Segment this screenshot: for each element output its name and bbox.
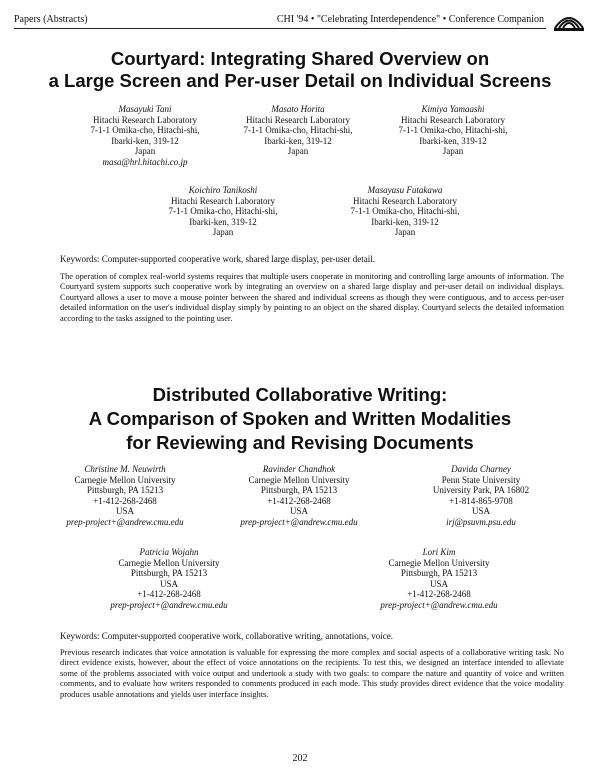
author-block: Lori Kim Carnegie Mellon University Pittsburgh, PA 15213 USA +1-412-268-2468 prep-project+@andrew.cmu.edu (380, 547, 498, 610)
paper2-title: Distributed Collaborative Writing: A Comparison of Spoken and Written Modalities for Reviewing and Revising Documents (88, 384, 512, 453)
paper2-abstract: Previous research indicates that voice annotation is valuable for expressing the more complex and social aspects of a collaborative writing task. No direct evidence exists, however, about the effect of voice annotations on the recipients. To test this, we designed an interface intended to alleviate some of the problems associated with voice output and undertook a study with two goals: to compare the nature and quantity of voice and written comments, and to evaluate how writers responded to comments produced in each mode. This study provides direct evidence that the voice modality produces usable annotations and yields user interface insights. (60, 648, 564, 699)
paper2-keywords: Keywords: Computer-supported cooperative work, collaborative writing, annotations, voice. (60, 631, 393, 641)
author-block: Masayasu Futakawa Hitachi Research Laboratory 7-1-1 Omika-cho, Hitachi-shi, Ibarki-ken, 319-12 Japan (350, 185, 460, 237)
page-number: 202 (292, 753, 308, 764)
author-block: Ravinder Chandhok Carnegie Mellon University Pittsburgh, PA 15213 +1-412-268-2468 USA prep-project+@andrew.cmu.edu (240, 464, 358, 527)
author-block: Koichiro Tanikoshi Hitachi Research Laboratory 7-1-1 Omika-cho, Hitachi-shi, Ibarki-ken, 319-12 Japan (168, 185, 278, 237)
author-block: Patricia Wojahn Carnegie Mellon University Pittsburgh, PA 15213 USA +1-412-268-2468 prep-project+@andrew.cmu.edu (110, 547, 228, 610)
conference-label: CHI '94 • "Celebrating Interdependence" • Conference Companion (276, 14, 544, 25)
section-label: Papers (Abstracts) (14, 14, 88, 25)
author-block: Masato Horita Hitachi Research Laboratory 7-1-1 Omika-cho, Hitachi-shi, Ibarki-ken, 319-12 Japan (243, 104, 353, 156)
conference-logo-icon (552, 8, 586, 32)
paper1-title: Courtyard: Integrating Shared Overview on a Large Screen and Per-user Detail on Individual Screens (48, 48, 552, 91)
author-block: Davida Charney Penn State University University Park, PA 16802 +1-814-865-9708 USA irj@psuvm.psu.edu (432, 464, 530, 527)
paper1-abstract: The operation of complex real-world systems requires that multiple users cooperate in monitoring and controlling large amounts of information. The Courtyard system supports such cooperative work by integrating an overview on a shared large display and per-user detail on individual displays. Courtyard allows a user to move a mouse pointer between the shared and individual screens as though they were contiguous, and to access per-user detailed information on the user's individual display simply by pointing to an object on the shared display. Courtyard selects the detailed information according to the tasks assigned to the pointing user. (60, 272, 564, 323)
paper1-keywords: Keywords: Computer-supported cooperative work, shared large display, per-user detail. (60, 254, 376, 264)
running-header (14, 10, 586, 32)
author-block: Masayuki Tani Hitachi Research Laboratory 7-1-1 Omika-cho, Hitachi-shi, Ibarki-ken, 319-12 Japan masa@hrl.hitachi.co.jp (90, 104, 200, 167)
author-block: Kimiya Yamaashi Hitachi Research Laboratory 7-1-1 Omika-cho, Hitachi-shi, Ibarki-ken, 319-12 Japan (398, 104, 508, 156)
author-block: Christine M. Neuwirth Carnegie Mellon University Pittsburgh, PA 15213 +1-412-268-2468 USA prep-project+@andrew.cmu.edu (66, 464, 184, 527)
header-rule (14, 28, 546, 29)
